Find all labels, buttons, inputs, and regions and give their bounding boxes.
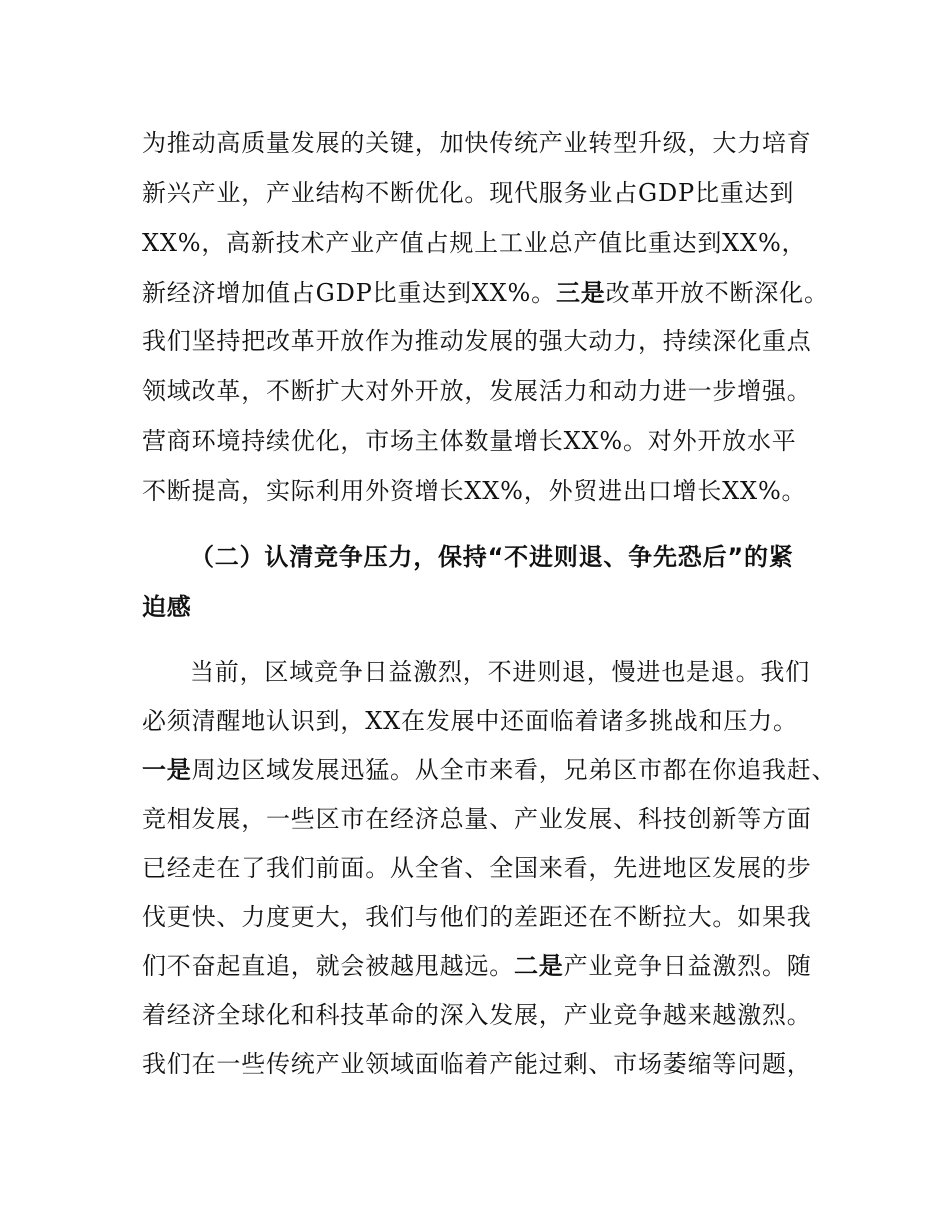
paragraph-line: 已经走在了我们前面。从全省、全国来看，先进地区发展的步 [142, 854, 812, 882]
paragraph-line: 竞相发展，一些区市在经济总量、产业发展、科技创新等方面 [142, 805, 812, 833]
text-run: 周边区域发展迅猛。从全市来看，兄弟区市都在你追我赶、 [191, 756, 837, 784]
paragraph-line: 伐更快、力度更大，我们与他们的差距还在不断拉大。如果我 [142, 903, 812, 931]
paragraph-line: 必须清醒地认识到，XX在发展中还面临着诸多挑战和压力。 [142, 707, 798, 735]
text-run: 新经济增加值占GDP比重达到XX%。 [142, 279, 556, 307]
section-heading: （二）认清竞争压力，保持“不进则退、争先恐后”的紧 [190, 543, 794, 571]
text-run: 们不奋起直追，就会被越甩越远。 [142, 952, 514, 980]
text-run: 产业竞争日益激烈。随 [563, 952, 812, 980]
paragraph-line: XX%，高新技术产业产值占规上工业总产值比重达到XX%， [142, 229, 807, 257]
paragraph-line: 我们在一些传统产业领域面临着产能过剩、市场萎缩等问题， [142, 1050, 812, 1078]
emphasis-text: 一是 [142, 756, 192, 784]
paragraph-line: 我们坚持把改革开放作为推动发展的强大动力，持续深化重点 [142, 327, 812, 355]
paragraph-line [142, 278, 829, 308]
paragraph-line: 营商环境持续优化，市场主体数量增长XX%。对外开放水平 [142, 427, 797, 455]
section-heading-continued: 迫感 [142, 593, 192, 621]
paragraph-line: 新兴产业，产业结构不断优化。现代服务业占GDP比重达到 [142, 179, 795, 207]
paragraph-line [142, 755, 836, 785]
paragraph-line: 着经济全球化和科技革命的深入发展，产业竞争越来越激烈。 [142, 1001, 812, 1029]
paragraph-line: 领域改革，不断扩大对外开放，发展活力和动力进一步增强。 [142, 377, 812, 405]
text-run: 改革开放不断深化。 [605, 279, 829, 307]
emphasis-text: 二是 [514, 952, 564, 980]
emphasis-text: 三是 [555, 279, 606, 307]
paragraph-line: 不断提高，实际利用外资增长XX%，外贸进出口增长XX%。 [142, 477, 807, 505]
paragraph-line: 当前，区域竞争日益激烈，不进则退，慢进也是退。我们 [190, 658, 810, 686]
paragraph-line: 为推动高质量发展的关键，加快传统产业转型升级，大力培育 [142, 129, 812, 157]
paragraph-line [142, 951, 812, 981]
